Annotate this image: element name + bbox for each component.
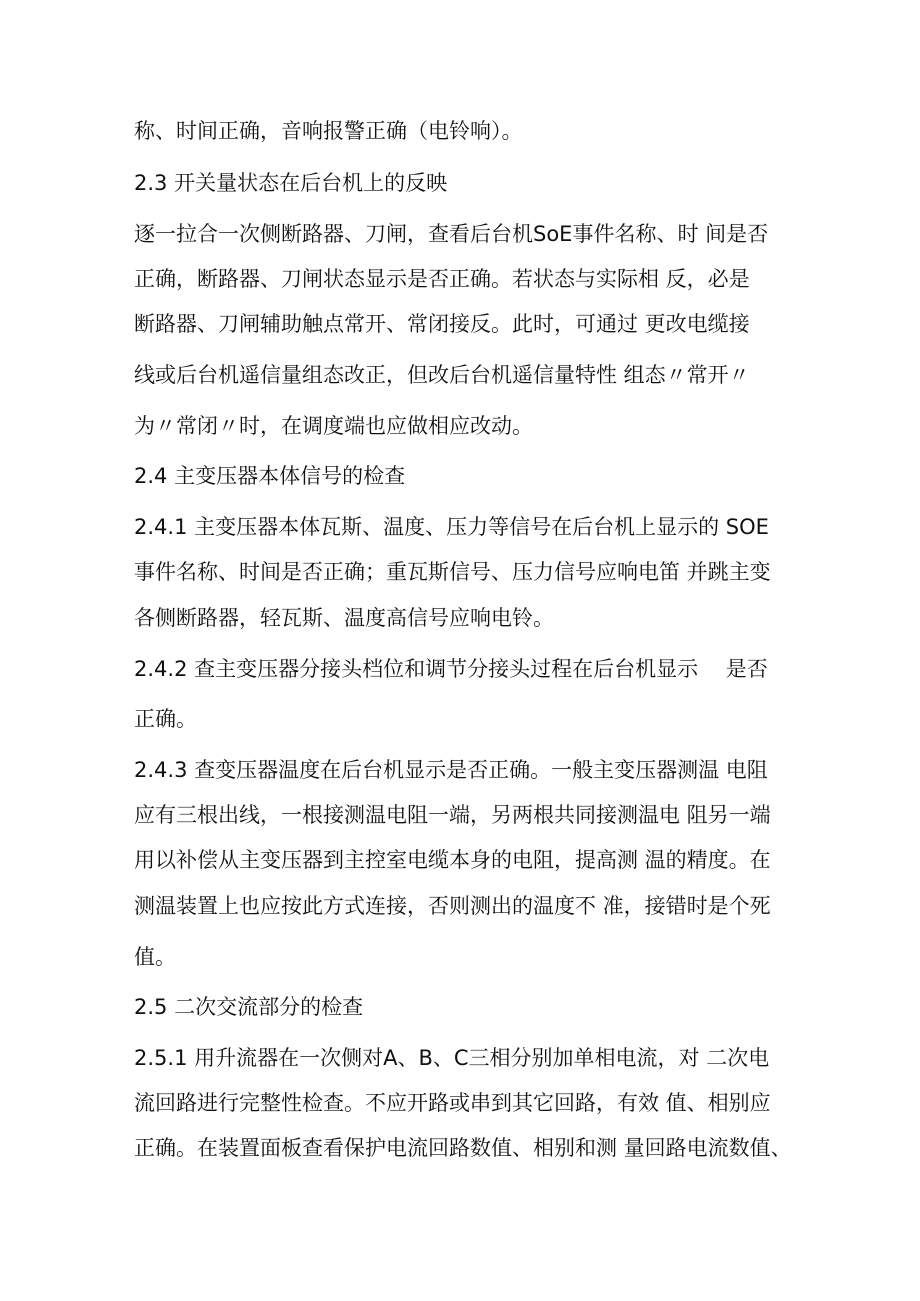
text-line-6: 线或后台机遥信量组态改正，但改后台机遥信量特性 组态〃常开〃 — [134, 363, 750, 387]
section-heading-2-3: 2.3 开关量状态在后台机上的反映 — [134, 171, 448, 195]
section-heading-2-4: 2.4 主变压器本体信号的检查 — [134, 464, 406, 488]
text-line-4: 正确，断路器、刀闸状态显示是否正确。若状态与实际相 反，必是 — [134, 267, 750, 291]
text-line-7: 为〃常闭〃时，在调度端也应做相应改动。 — [134, 414, 533, 438]
text-line-11: 各侧断路器，轻瓦斯、温度高信号应响电铃。 — [134, 606, 554, 630]
text-line-20: 2.5.1 用升流器在一次侧对A、B、C三相分别加单相电流，对 二次电 — [134, 1046, 770, 1070]
section-heading-2-5: 2.5 二次交流部分的检查 — [134, 995, 364, 1019]
text-line-9: 2.4.1 主变压器本体瓦斯、温度、压力等信号在后台机上显示的 SOE — [134, 515, 769, 539]
text-line-12: 2.4.2 查主变压器分接头档位和调节分接头过程在后台机显示 是否 — [134, 657, 768, 681]
text-line-21: 流回路进行完整性检查。不应开路或串到其它回路，有效 值、相别应 — [134, 1091, 771, 1115]
text-line-5: 断路器、刀闸辅助触点常开、常闭接反。此时，可通过 更改电缆接 — [134, 312, 750, 336]
text-line-18: 值。 — [134, 945, 176, 969]
text-line-1: 称、时间正确，音响报警正确（电铃响）。 — [134, 119, 523, 143]
text-line-14: 2.4.3 查变压器温度在后台机显示是否正确。一般主变压器测温 电阻 — [134, 758, 768, 782]
text-line-16: 用以补偿从主变压器到主控室电缆本身的电阻，提高测 温的精度。在 — [134, 848, 771, 872]
text-line-15: 应有三根出线，一根接测温电阻一端，另两根共同接测温电 阻另一端 — [134, 803, 771, 827]
text-line-22: 正确。在装置面板查看保护电流回路数值、相别和测 量回路电流数值、 — [134, 1136, 792, 1160]
text-line-3: 逐一拉合一次侧断路器、刀闸，查看后台机SoE事件名称、时 间是否 — [134, 222, 769, 246]
text-line-17: 测温装置上也应按此方式连接，否则测出的温度不 准，接错时是个死 — [134, 894, 771, 918]
text-line-13: 正确。 — [134, 707, 197, 731]
text-line-10: 事件名称、时间是否正确；重瓦斯信号、压力信号应响电笛 并跳主变 — [134, 560, 771, 584]
